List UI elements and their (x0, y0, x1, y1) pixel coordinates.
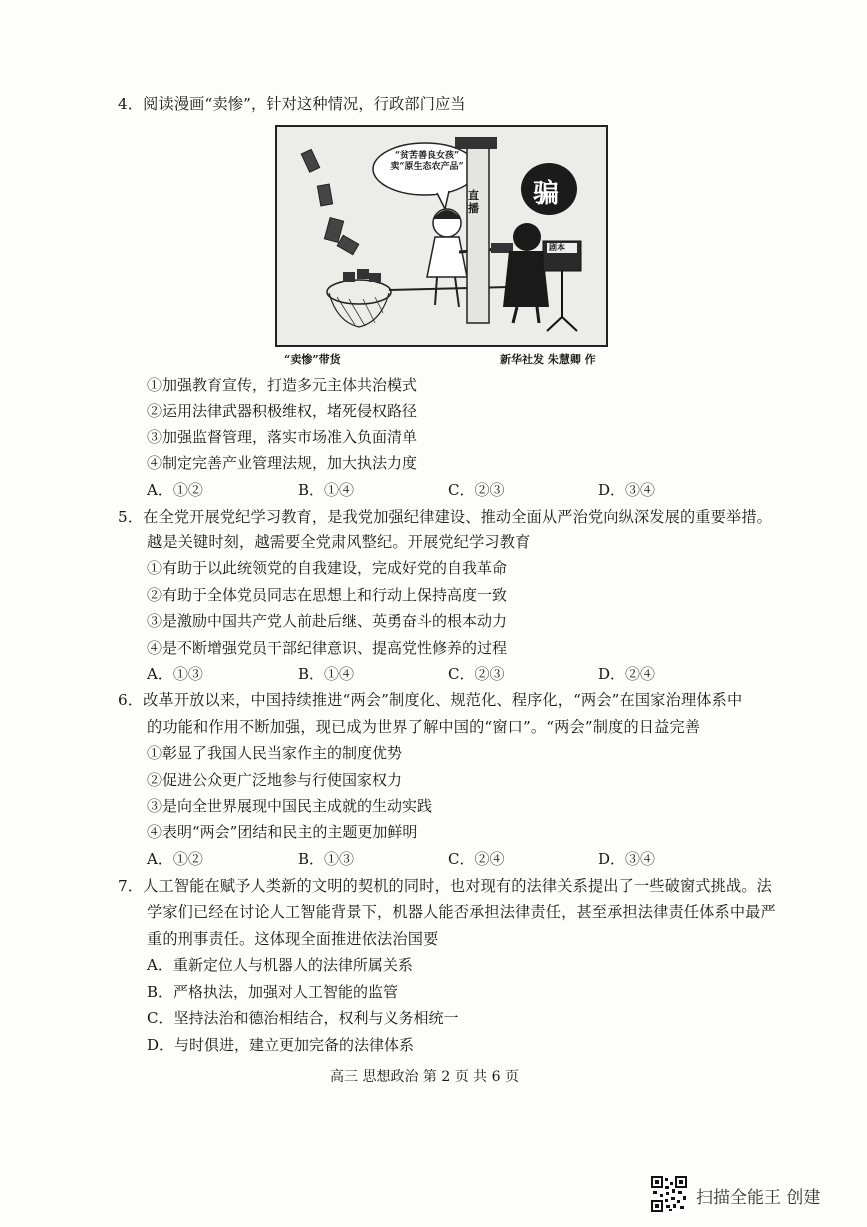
qr-code-icon (651, 1176, 687, 1212)
q7-option-d: D．与时俱进，建立更加完备的法律体系 (147, 1036, 415, 1054)
q5-option-1: ①有助于以此统领党的自我建设，完成好党的自我革命 (147, 559, 508, 577)
sign-script: 剧本 (549, 242, 565, 252)
q5-choice-a: A．①③ (147, 665, 203, 683)
page-footer: 高三 思想政治 第 2 页 共 6 页 (330, 1069, 519, 1085)
bubble-text-line2: 卖“原生态农产品” (390, 162, 464, 172)
q5-option-3: ③是激励中国共产党人前赴后继、英勇奋斗的根本动力 (147, 612, 508, 630)
q4-option-3: ③加强监督管理，落实市场准入负面清单 (147, 428, 418, 446)
cartoon-image (275, 125, 608, 347)
q6-choice-a: A．①② (147, 850, 203, 868)
q6-stem-line1: 6．改革开放以来，中国持续推进“两会”制度化、规范化、程序化，“两会”在国家治理体系中 (118, 691, 743, 709)
q6-choice-d: D．③④ (598, 850, 656, 868)
q4-choice-d: D．③④ (598, 481, 656, 499)
q6-option-2: ②促进公众更广泛地参与行使国家权力 (147, 771, 403, 789)
q6-choice-c: C．②④ (448, 850, 505, 868)
q7-option-a: A．重新定位人与机器人的法律所属关系 (147, 956, 413, 974)
q4-choice-b: B．①④ (298, 481, 355, 499)
q5-choice-d: D．②④ (598, 665, 656, 683)
q6-choice-b: B．①③ (298, 850, 355, 868)
q5-choice-c: C．②③ (448, 665, 505, 683)
q5-stem-line1: 5．在全党开展党纪学习教育，是我党加强纪律建设、推动全面从严治党向纵深发展的重要举措。 (118, 508, 772, 526)
q6-option-4: ④表明“两会”团结和民主的主题更加鲜明 (147, 823, 418, 841)
q4-option-2: ②运用法律武器积极维权，堵死侵权路径 (147, 402, 418, 420)
q4-choice-c: C．②③ (448, 481, 505, 499)
scanner-watermark: 扫描全能王 创建 (696, 1188, 821, 1208)
sign-cheat: 骗 (533, 179, 560, 209)
q7-stem-line1: 7．人工智能在赋予人类新的文明的契机的同时，也对现有的法律关系提出了一些破窗式挑战。法 (118, 877, 772, 895)
q5-stem-line2: 越是关键时刻，越需要全党肃风整纪。开展党纪学习教育 (147, 533, 531, 551)
cartoon-caption-left: “卖惨”带货 (284, 353, 341, 366)
q7-stem-line2: 学家们已经在讨论人工智能背景下，机器人能否承担法律责任，甚至承担法律责任体系中最严 (147, 903, 776, 921)
q4-option-4: ④制定完善产业管理法规，加大执法力度 (147, 454, 418, 472)
sign-live: 直播 (468, 189, 479, 215)
q4-choice-a: A．①② (147, 481, 203, 499)
q6-option-3: ③是向全世界展现中国民主成就的生动实践 (147, 797, 433, 815)
q4-option-1: ①加强教育宣传，打造多元主体共治模式 (147, 376, 418, 394)
q6-option-1: ①彰显了我国人民当家作主的制度优势 (147, 744, 403, 762)
cartoon-caption-right: 新华社发 朱慧卿 作 (500, 353, 596, 366)
q7-stem-line3: 重的刑事责任。这体现全面推进依法治国要 (147, 930, 439, 948)
q5-option-2: ②有助于全体党员同志在思想上和行动上保持高度一致 (147, 586, 508, 604)
q5-choice-b: B．①④ (298, 665, 355, 683)
q5-option-4: ④是不断增强党员干部纪律意识、提高党性修养的过程 (147, 639, 508, 657)
q6-stem-line2: 的功能和作用不断加强，现已成为世界了解中国的“窗口”。“两会”制度的日益完善 (147, 718, 701, 736)
q7-option-b: B．严格执法，加强对人工智能的监管 (147, 983, 399, 1001)
q7-option-c: C．坚持法治和德治相结合，权利与义务相统一 (147, 1009, 459, 1027)
bubble-text-line1: “贫苦善良女孩” (394, 151, 460, 161)
q4-stem: 4．阅读漫画“卖惨”，针对这种情况，行政部门应当 (118, 95, 466, 113)
